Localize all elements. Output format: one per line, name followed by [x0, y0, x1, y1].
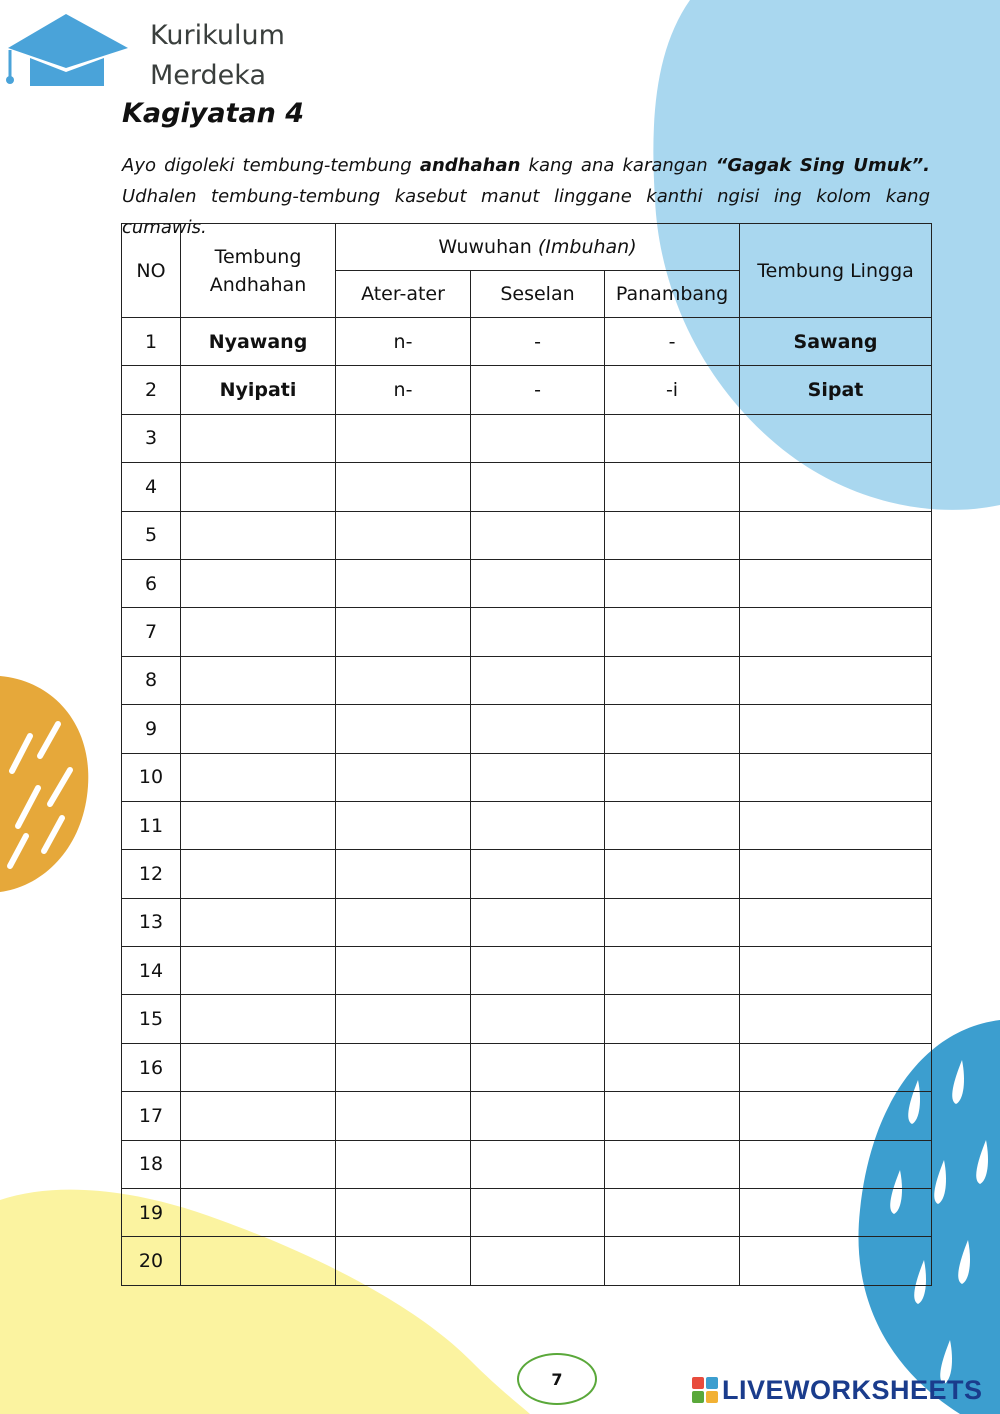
cell-ater[interactable] — [336, 947, 471, 995]
cell-andhahan[interactable] — [181, 705, 336, 753]
orange-blob-decoration — [0, 676, 100, 896]
row-number: 7 — [122, 608, 181, 656]
row-number: 8 — [122, 656, 181, 704]
table-row — [122, 463, 932, 511]
table-row — [122, 656, 932, 704]
table-row — [122, 511, 932, 559]
cell-panambang[interactable] — [605, 608, 740, 656]
row-number: 14 — [122, 947, 181, 995]
cell-lingga[interactable] — [740, 511, 932, 559]
intro-text-1: Ayo digoleki tembung-tembung — [122, 155, 420, 176]
cell-seselan[interactable] — [471, 414, 605, 462]
cell-andhahan[interactable] — [181, 1043, 336, 1091]
row-number: 19 — [122, 1189, 181, 1237]
cell-seselan[interactable] — [471, 801, 605, 849]
cell-ater[interactable] — [336, 705, 471, 753]
cell-seselan[interactable] — [471, 898, 605, 946]
cell-ater[interactable] — [336, 1092, 471, 1140]
cell-ater[interactable] — [336, 898, 471, 946]
cell-andhahan: Nyipati — [181, 366, 336, 414]
cell-ater[interactable] — [336, 850, 471, 898]
cell-ater[interactable] — [336, 656, 471, 704]
row-number: 11 — [122, 801, 181, 849]
cell-seselan[interactable] — [471, 1043, 605, 1091]
header-tembung-lingga: Tembung Lingga — [740, 224, 932, 318]
cell-lingga[interactable] — [740, 656, 932, 704]
cell-lingga[interactable] — [740, 1043, 932, 1091]
cell-seselan: - — [471, 318, 605, 366]
cell-lingga[interactable] — [740, 753, 932, 801]
row-number: 4 — [122, 463, 181, 511]
table-row — [122, 366, 932, 414]
table-row — [122, 801, 932, 849]
header-andhahan-line-1: Tembung — [214, 245, 302, 268]
graduation-cap-icon — [0, 6, 140, 96]
cell-seselan[interactable] — [471, 947, 605, 995]
cell-andhahan[interactable] — [181, 1092, 336, 1140]
table-row — [122, 753, 932, 801]
table-row — [122, 1140, 932, 1188]
header-wuwuhan-label: Wuwuhan — [438, 236, 532, 258]
cell-panambang[interactable] — [605, 559, 740, 607]
row-number: 1 — [122, 318, 181, 366]
cell-lingga[interactable] — [740, 947, 932, 995]
cell-andhahan[interactable] — [181, 1237, 336, 1285]
liveworksheets-watermark — [692, 1372, 983, 1408]
cell-lingga[interactable] — [740, 1189, 932, 1237]
cell-panambang[interactable] — [605, 850, 740, 898]
table-row — [122, 559, 932, 607]
cell-andhahan[interactable] — [181, 463, 336, 511]
cell-seselan[interactable] — [471, 995, 605, 1043]
cell-seselan[interactable] — [471, 850, 605, 898]
row-number: 16 — [122, 1043, 181, 1091]
affix-analysis-table — [121, 223, 932, 1286]
cell-andhahan[interactable] — [181, 656, 336, 704]
cell-andhahan[interactable] — [181, 608, 336, 656]
cell-panambang[interactable] — [605, 463, 740, 511]
header-imbuhan-label: (Imbuhan) — [537, 236, 637, 258]
cell-panambang[interactable] — [605, 947, 740, 995]
cell-ater[interactable] — [336, 1189, 471, 1237]
cell-lingga[interactable] — [740, 898, 932, 946]
table-row — [122, 850, 932, 898]
cell-seselan[interactable] — [471, 753, 605, 801]
cell-seselan[interactable] — [471, 1092, 605, 1140]
cell-panambang[interactable] — [605, 1189, 740, 1237]
table-row — [122, 318, 932, 366]
cell-ater[interactable] — [336, 995, 471, 1043]
cell-panambang: -i — [605, 366, 740, 414]
cell-ater[interactable] — [336, 559, 471, 607]
row-number: 6 — [122, 559, 181, 607]
cell-andhahan[interactable] — [181, 898, 336, 946]
cell-lingga[interactable] — [740, 1092, 932, 1140]
cell-seselan[interactable] — [471, 1189, 605, 1237]
table-row — [122, 947, 932, 995]
header-no: NO — [122, 224, 181, 318]
cell-lingga[interactable] — [740, 995, 932, 1043]
logo-line-1: Kurikulum — [150, 20, 285, 51]
cell-ater: n- — [336, 318, 471, 366]
cell-lingga[interactable] — [740, 850, 932, 898]
cell-panambang[interactable] — [605, 1237, 740, 1285]
cell-andhahan[interactable] — [181, 850, 336, 898]
cell-lingga: Sawang — [740, 318, 932, 366]
cell-seselan[interactable] — [471, 463, 605, 511]
cell-seselan: - — [471, 366, 605, 414]
liveworksheets-logo-icon — [692, 1377, 718, 1403]
watermark-text: LIVEWORKSHEETS — [722, 1374, 983, 1405]
cell-panambang[interactable] — [605, 1140, 740, 1188]
cell-ater[interactable] — [336, 1043, 471, 1091]
header-wuwuhan — [336, 224, 740, 271]
intro-bold-story-title: “Gagak Sing Umuk”. — [715, 155, 930, 176]
row-number: 3 — [122, 414, 181, 462]
row-number: 9 — [122, 705, 181, 753]
table-row — [122, 1043, 932, 1091]
cell-lingga[interactable] — [740, 705, 932, 753]
header-panambang: Panambang — [605, 271, 740, 318]
row-number: 20 — [122, 1237, 181, 1285]
cell-panambang[interactable] — [605, 1092, 740, 1140]
cell-ater[interactable] — [336, 753, 471, 801]
cell-lingga: Sipat — [740, 366, 932, 414]
kurikulum-merdeka-logo — [0, 6, 320, 96]
cell-andhahan[interactable] — [181, 1189, 336, 1237]
page-number-badge: 7 — [517, 1353, 597, 1405]
intro-text-2: kang ana karangan — [520, 155, 716, 176]
cell-ater[interactable] — [336, 511, 471, 559]
cell-lingga[interactable] — [740, 463, 932, 511]
activity-title: Kagiyatan 4 — [122, 98, 305, 129]
cell-andhahan[interactable] — [181, 753, 336, 801]
intro-text-3: Udhalen tembung-tembung kasebut manut linggane kanthi ngisi ing kolom kang cumawis. — [122, 186, 930, 238]
table-row — [122, 1189, 932, 1237]
cell-andhahan[interactable] — [181, 511, 336, 559]
cell-seselan[interactable] — [471, 608, 605, 656]
cell-panambang[interactable] — [605, 511, 740, 559]
row-number: 2 — [122, 366, 181, 414]
cell-andhahan[interactable] — [181, 559, 336, 607]
row-number: 5 — [122, 511, 181, 559]
table-row — [122, 414, 932, 462]
table-row — [122, 608, 932, 656]
header-andhahan-line-2: Andhahan — [209, 273, 307, 296]
cell-ater[interactable] — [336, 1237, 471, 1285]
cell-panambang[interactable] — [605, 656, 740, 704]
row-number: 17 — [122, 1092, 181, 1140]
cell-ater[interactable] — [336, 608, 471, 656]
cell-lingga[interactable] — [740, 608, 932, 656]
cell-ater[interactable] — [336, 801, 471, 849]
cell-panambang[interactable] — [605, 898, 740, 946]
intro-bold-andhahan: andhahan — [419, 155, 521, 176]
cell-seselan[interactable] — [471, 1140, 605, 1188]
cell-andhahan: Nyawang — [181, 318, 336, 366]
cell-panambang[interactable] — [605, 705, 740, 753]
cell-lingga[interactable] — [740, 801, 932, 849]
cell-ater: n- — [336, 366, 471, 414]
table-row — [122, 1237, 932, 1285]
cell-seselan[interactable] — [471, 511, 605, 559]
row-number: 12 — [122, 850, 181, 898]
cell-ater[interactable] — [336, 463, 471, 511]
table-row — [122, 705, 932, 753]
cell-lingga[interactable] — [740, 1140, 932, 1188]
table-row — [122, 995, 932, 1043]
cell-seselan[interactable] — [471, 705, 605, 753]
cell-panambang[interactable] — [605, 1043, 740, 1091]
table-row — [122, 1092, 932, 1140]
cell-ater[interactable] — [336, 1140, 471, 1188]
cell-panambang[interactable] — [605, 801, 740, 849]
cell-seselan[interactable] — [471, 1237, 605, 1285]
header-seselan: Seselan — [471, 271, 605, 318]
cell-andhahan[interactable] — [181, 414, 336, 462]
row-number: 13 — [122, 898, 181, 946]
cell-panambang[interactable] — [605, 995, 740, 1043]
cell-andhahan[interactable] — [181, 801, 336, 849]
cell-seselan[interactable] — [471, 656, 605, 704]
cell-seselan[interactable] — [471, 559, 605, 607]
header-ater-ater: Ater-ater — [336, 271, 471, 318]
table-row — [122, 898, 932, 946]
cell-panambang: - — [605, 318, 740, 366]
logo-line-2: Merdeka — [150, 60, 266, 91]
cell-andhahan[interactable] — [181, 1140, 336, 1188]
cell-lingga[interactable] — [740, 414, 932, 462]
cell-lingga[interactable] — [740, 559, 932, 607]
cell-panambang[interactable] — [605, 414, 740, 462]
cell-lingga[interactable] — [740, 1237, 932, 1285]
header-tembung-andhahan — [181, 224, 336, 318]
cell-ater[interactable] — [336, 414, 471, 462]
cell-andhahan[interactable] — [181, 947, 336, 995]
cell-andhahan[interactable] — [181, 995, 336, 1043]
row-number: 18 — [122, 1140, 181, 1188]
row-number: 10 — [122, 753, 181, 801]
row-number: 15 — [122, 995, 181, 1043]
cell-panambang[interactable] — [605, 753, 740, 801]
